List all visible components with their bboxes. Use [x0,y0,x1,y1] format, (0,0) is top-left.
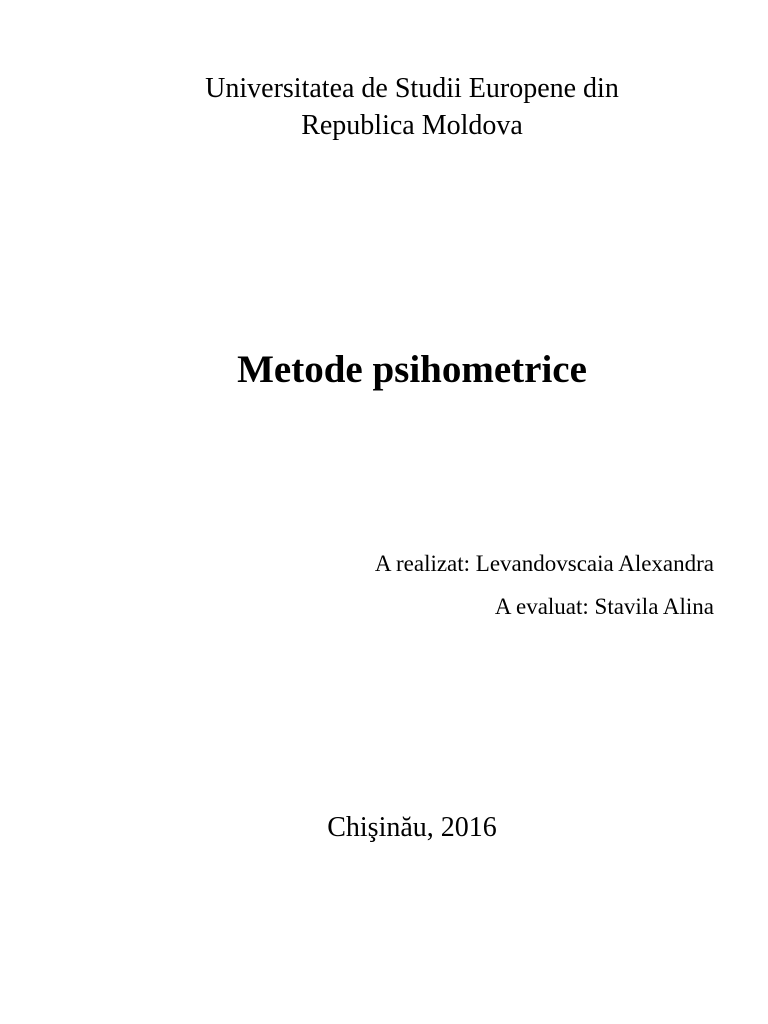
realized-by: A realizat: Levandovscaia Alexandra [374,551,714,576]
institution-line-2: Republica Moldova [301,110,523,141]
institution-line-1: Universitatea de Studii Europene din [205,73,619,104]
institution-name [0,70,768,144]
document-title: Metode psihometrice [237,348,587,391]
evaluated-by: A evaluat: Stavila Alina [494,594,714,619]
place-and-year: Chişinău, 2016 [327,812,497,843]
credits-block [375,552,714,638]
